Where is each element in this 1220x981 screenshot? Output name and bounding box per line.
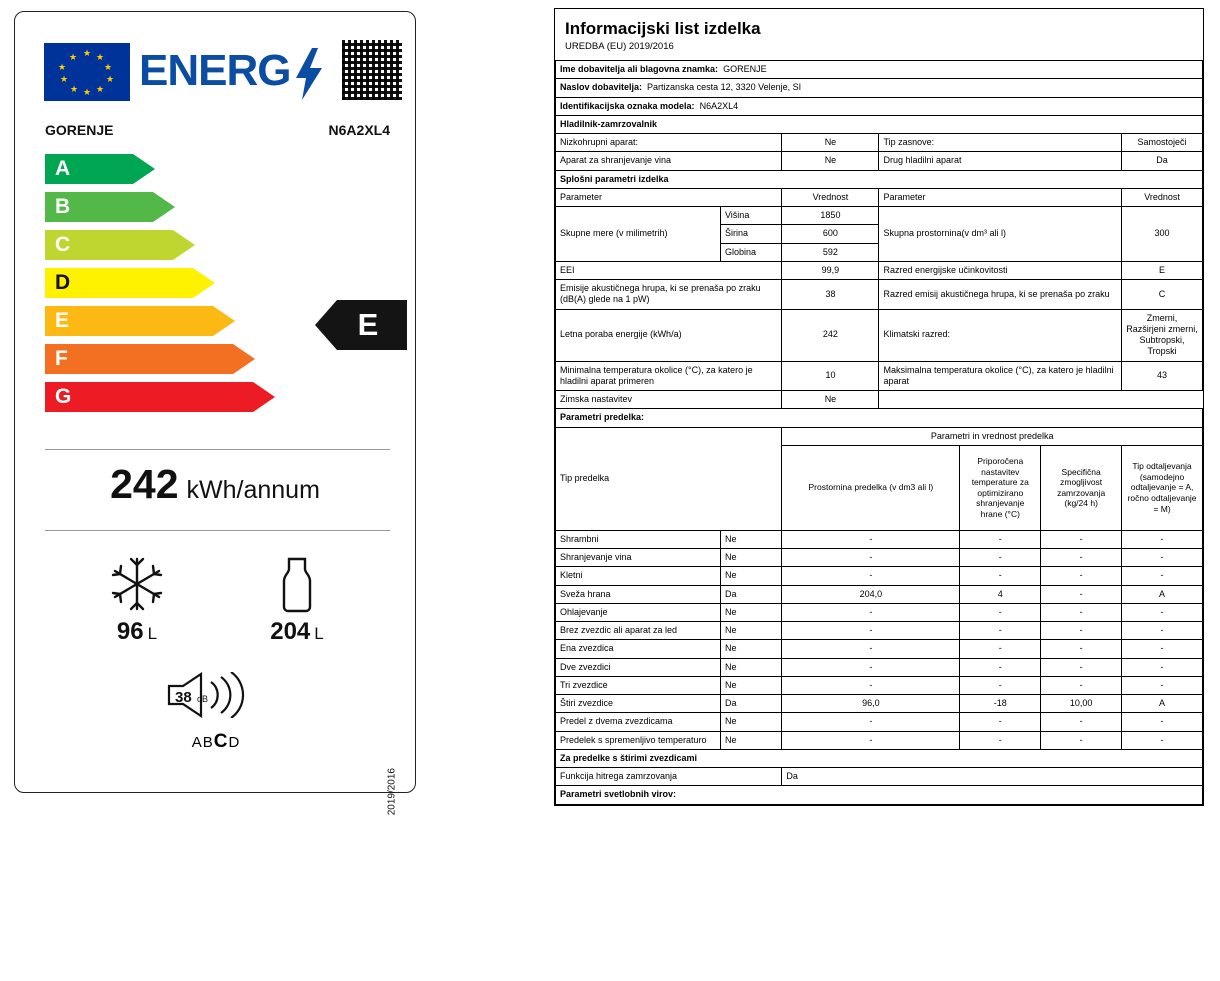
energy-class-scale bbox=[45, 154, 390, 420]
section-appliance: Hladilnik-zamrzovalnik bbox=[556, 115, 1203, 133]
fiche-table bbox=[555, 60, 1203, 805]
divider bbox=[45, 449, 390, 450]
supplier-cell bbox=[556, 61, 1203, 79]
table-row bbox=[556, 549, 1203, 567]
comp-name: Sveža hrana bbox=[556, 585, 721, 603]
comp-volume: - bbox=[782, 603, 960, 621]
comp-temp: - bbox=[960, 549, 1041, 567]
freezer-volume-unit: L bbox=[147, 624, 158, 643]
row-value: 10 bbox=[782, 361, 879, 391]
product-information-sheet bbox=[554, 8, 1204, 806]
comp-volume: - bbox=[782, 676, 960, 694]
comp-temp: - bbox=[960, 658, 1041, 676]
noise-class-row bbox=[15, 731, 417, 753]
row-label: Nizkohrupni aparat: bbox=[556, 134, 782, 152]
rating-pointer bbox=[315, 300, 407, 350]
comp-temp: - bbox=[960, 713, 1041, 731]
comp-volume: - bbox=[782, 530, 960, 548]
lightning-bolt-icon bbox=[296, 48, 322, 100]
dimension-value: 1850 bbox=[782, 207, 879, 225]
scale-letter: F bbox=[55, 347, 68, 370]
comp-type-header: Tip predelka bbox=[556, 427, 782, 530]
comp-defrost: - bbox=[1122, 713, 1203, 731]
comp-defrost: - bbox=[1122, 676, 1203, 694]
comp-present: Ne bbox=[720, 658, 781, 676]
section-fourstar: Za predelke s štirimi zvezdicami bbox=[556, 749, 1203, 767]
row-value: Da bbox=[1122, 152, 1203, 170]
speaker-icon bbox=[161, 672, 271, 718]
comp-volume: - bbox=[782, 731, 960, 749]
energ-wordmark: ENERG bbox=[139, 46, 291, 95]
row-value: 38 bbox=[782, 280, 879, 310]
table-row bbox=[556, 134, 1203, 152]
comp-capacity: 10,00 bbox=[1041, 695, 1122, 713]
model-value: N6A2XL4 bbox=[699, 100, 739, 111]
fridge-volume-value: 204 bbox=[270, 618, 311, 645]
comp-capacity: - bbox=[1041, 603, 1122, 621]
address-label: Naslov dobavitelja: bbox=[560, 82, 643, 93]
col-header: Parameter bbox=[879, 188, 1122, 206]
row-value: E bbox=[1122, 261, 1203, 279]
comp-capacity: - bbox=[1041, 585, 1122, 603]
row-label: Razred energijske učinkovitosti bbox=[879, 261, 1122, 279]
address-cell bbox=[556, 79, 1203, 97]
table-row bbox=[556, 79, 1203, 97]
noise-class-suffix: D bbox=[228, 734, 241, 751]
comp-present: Ne bbox=[720, 622, 781, 640]
comp-defrost: - bbox=[1122, 603, 1203, 621]
table-row bbox=[556, 749, 1203, 767]
table-row bbox=[556, 530, 1203, 548]
scale-letter: A bbox=[55, 157, 71, 180]
comp-present: Ne bbox=[720, 676, 781, 694]
comp-temp: - bbox=[960, 640, 1041, 658]
svg-text:dB: dB bbox=[197, 694, 209, 704]
comp-col-header: Specifična zmogljivost zamrzovanja (kg/24 h) bbox=[1041, 445, 1122, 530]
supplier-label: Ime dobavitelja ali blagovna znamka: bbox=[560, 64, 719, 74]
comp-present: Ne bbox=[720, 549, 781, 567]
row-value: C bbox=[1122, 280, 1203, 310]
freezer-volume-value: 96 bbox=[116, 618, 144, 645]
comp-present: Da bbox=[720, 695, 781, 713]
comp-present: Ne bbox=[720, 713, 781, 731]
comp-defrost: - bbox=[1122, 549, 1203, 567]
row-value: Ne bbox=[782, 152, 879, 170]
comp-volume: - bbox=[782, 567, 960, 585]
table-row bbox=[556, 188, 1203, 206]
table-row bbox=[556, 391, 1203, 409]
section-light: Parametri svetlobnih virov: bbox=[556, 786, 1203, 804]
address-value: Partizanska cesta 12, 3320 Velenje, SI bbox=[647, 82, 802, 93]
scale-row bbox=[45, 192, 390, 230]
comp-defrost: - bbox=[1122, 622, 1203, 640]
comp-name: Ohlajevanje bbox=[556, 603, 721, 621]
comp-temp: - bbox=[960, 603, 1041, 621]
model-cell bbox=[556, 97, 1203, 115]
comp-temp: - bbox=[960, 530, 1041, 548]
comp-name: Kletni bbox=[556, 567, 721, 585]
comp-capacity: - bbox=[1041, 622, 1122, 640]
row-label: Drug hladilni aparat bbox=[879, 152, 1122, 170]
table-row bbox=[556, 409, 1203, 427]
row-label: Tip zasnove: bbox=[879, 134, 1122, 152]
total-volume-label: Skupna prostornina(v dm³ ali l) bbox=[879, 207, 1122, 262]
comp-volume: 96,0 bbox=[782, 695, 960, 713]
dimension-name: Globina bbox=[720, 243, 781, 261]
row-value: 242 bbox=[782, 309, 879, 361]
brand-name: GORENJE bbox=[45, 122, 114, 138]
comp-volume: - bbox=[782, 713, 960, 731]
scale-letter: B bbox=[55, 195, 71, 218]
scale-row bbox=[45, 230, 390, 268]
row-value: Samostoječi bbox=[1122, 134, 1203, 152]
comp-defrost: - bbox=[1122, 567, 1203, 585]
comp-name: Brez zvezdic ali aparat za led bbox=[556, 622, 721, 640]
winter-label: Zimska nastavitev bbox=[556, 391, 782, 409]
table-row bbox=[556, 207, 1203, 225]
comp-name: Predel z dvema zvezdicama bbox=[556, 713, 721, 731]
comp-col-header: Prostornina predelka (v dm3 ali l) bbox=[782, 445, 960, 530]
comp-capacity: - bbox=[1041, 549, 1122, 567]
fridge-volume-unit: L bbox=[314, 624, 324, 643]
supplier-value: GORENJE bbox=[723, 64, 767, 74]
table-row bbox=[556, 427, 1203, 445]
comp-capacity: - bbox=[1041, 640, 1122, 658]
comp-temp: - bbox=[960, 731, 1041, 749]
annual-consumption bbox=[15, 461, 415, 508]
noise-class-prefix: AB bbox=[191, 734, 214, 751]
table-row bbox=[556, 676, 1203, 694]
comp-name: Shrambni bbox=[556, 530, 721, 548]
comp-name: Tri zvezdice bbox=[556, 676, 721, 694]
table-row bbox=[556, 61, 1203, 79]
table-row bbox=[556, 786, 1203, 804]
row-value: 99,9 bbox=[782, 261, 879, 279]
table-row bbox=[556, 309, 1203, 361]
table-row bbox=[556, 567, 1203, 585]
table-row bbox=[556, 280, 1203, 310]
comp-group-header: Parametri in vrednost predelka bbox=[782, 427, 1203, 445]
fiche-title: Informacijski list izdelka bbox=[565, 19, 761, 38]
comp-present: Ne bbox=[720, 731, 781, 749]
comp-temp: - bbox=[960, 676, 1041, 694]
comp-temp: 4 bbox=[960, 585, 1041, 603]
table-row bbox=[556, 261, 1203, 279]
comp-name: Ena zvezdica bbox=[556, 640, 721, 658]
table-row bbox=[556, 603, 1203, 621]
table-row bbox=[556, 361, 1203, 391]
comp-present: Ne bbox=[720, 640, 781, 658]
comp-temp: - bbox=[960, 622, 1041, 640]
col-header: Vrednost bbox=[1122, 188, 1203, 206]
dimension-value: 600 bbox=[782, 225, 879, 243]
comp-defrost: A bbox=[1122, 695, 1203, 713]
noise-block bbox=[15, 672, 417, 753]
row-label: Emisije akustičnega hrupa, ki se prenaša po zraku (dB(A) glede na 1 pW) bbox=[556, 280, 782, 310]
col-header: Parameter bbox=[556, 188, 782, 206]
col-header: Vrednost bbox=[782, 188, 879, 206]
noise-class-value: C bbox=[213, 731, 229, 752]
dimension-value: 592 bbox=[782, 243, 879, 261]
row-label: EEI bbox=[556, 261, 782, 279]
total-volume-value: 300 bbox=[1122, 207, 1203, 262]
dimensions-label: Skupne mere (v milimetrih) bbox=[556, 207, 721, 262]
table-row bbox=[556, 768, 1203, 786]
row-label: Maksimalna temperatura okolice (°C), za katero je hladilni aparat bbox=[879, 361, 1122, 391]
comp-temp: -18 bbox=[960, 695, 1041, 713]
dimension-name: Širina bbox=[720, 225, 781, 243]
row-label: Klimatski razred: bbox=[879, 309, 1122, 361]
table-row bbox=[556, 658, 1203, 676]
comp-present: Ne bbox=[720, 567, 781, 585]
comp-name: Shranjevanje vina bbox=[556, 549, 721, 567]
scale-letter: D bbox=[55, 271, 71, 294]
comp-volume: - bbox=[782, 622, 960, 640]
comp-capacity: - bbox=[1041, 676, 1122, 694]
comp-capacity: - bbox=[1041, 530, 1122, 548]
volume-icons bbox=[15, 555, 417, 665]
comp-volume: - bbox=[782, 658, 960, 676]
svg-text:38: 38 bbox=[175, 689, 192, 706]
row-value: Ne bbox=[782, 134, 879, 152]
comp-volume: 204,0 bbox=[782, 585, 960, 603]
comp-col-header: Priporočena nastavitev temperature za optimizirano shranjevanje hrane (°C) bbox=[960, 445, 1041, 530]
table-row bbox=[556, 170, 1203, 188]
qr-code-icon bbox=[342, 40, 402, 100]
fiche-subtitle: UREDBA (EU) 2019/2016 bbox=[565, 41, 674, 52]
divider bbox=[45, 530, 390, 531]
fridge-volume-block bbox=[247, 555, 347, 646]
comp-defrost: - bbox=[1122, 640, 1203, 658]
eu-flag-icon: ★ ★ ★ ★ ★ ★ ★ ★ ★ ★ bbox=[44, 43, 130, 101]
fastfreeze-label: Funkcija hitrega zamrzovanja bbox=[556, 768, 782, 786]
regulation-reference: 2019/2016 bbox=[386, 768, 397, 816]
scale-letter: C bbox=[55, 233, 71, 256]
table-row bbox=[556, 585, 1203, 603]
consumption-value: 242 bbox=[110, 461, 179, 507]
bottle-icon bbox=[277, 555, 317, 613]
scale-letter: G bbox=[55, 385, 72, 408]
comp-name: Dve zvezdici bbox=[556, 658, 721, 676]
comp-volume: - bbox=[782, 640, 960, 658]
row-label: Minimalna temperatura okolice (°C), za katero je hladilni aparat primeren bbox=[556, 361, 782, 391]
snowflake-icon bbox=[107, 555, 167, 613]
comp-present: Ne bbox=[720, 603, 781, 621]
dimension-name: Višina bbox=[720, 207, 781, 225]
table-row bbox=[556, 640, 1203, 658]
table-row bbox=[556, 731, 1203, 749]
row-label: Letna poraba energije (kWh/a) bbox=[556, 309, 782, 361]
table-row bbox=[556, 152, 1203, 170]
table-row bbox=[556, 713, 1203, 731]
comp-capacity: - bbox=[1041, 731, 1122, 749]
energy-label-card bbox=[14, 11, 416, 816]
table-row bbox=[556, 695, 1203, 713]
comp-temp: - bbox=[960, 567, 1041, 585]
rating-letter: E bbox=[337, 300, 407, 350]
comp-defrost: - bbox=[1122, 658, 1203, 676]
winter-value: Ne bbox=[782, 391, 879, 409]
scale-letter: E bbox=[55, 309, 70, 332]
table-row bbox=[556, 115, 1203, 133]
empty-cell bbox=[879, 391, 1203, 409]
comp-present: Da bbox=[720, 585, 781, 603]
scale-row bbox=[45, 382, 390, 420]
comp-present: Ne bbox=[720, 530, 781, 548]
table-row bbox=[556, 97, 1203, 115]
table-row bbox=[556, 622, 1203, 640]
freezer-volume-block bbox=[87, 555, 187, 646]
comp-capacity: - bbox=[1041, 658, 1122, 676]
model-label: Identifikacijska oznaka modela: bbox=[560, 100, 695, 111]
comp-defrost: - bbox=[1122, 530, 1203, 548]
scale-row bbox=[45, 154, 390, 192]
fastfreeze-value: Da bbox=[782, 768, 1203, 786]
row-label: Aparat za shranjevanje vina bbox=[556, 152, 782, 170]
section-general: Splošni parametri izdelka bbox=[556, 170, 1203, 188]
consumption-unit: kWh/annum bbox=[186, 476, 320, 504]
row-label: Razred emisij akustičnega hrupa, ki se prenaša po zraku bbox=[879, 280, 1122, 310]
comp-capacity: - bbox=[1041, 713, 1122, 731]
comp-defrost: A bbox=[1122, 585, 1203, 603]
comp-volume: - bbox=[782, 549, 960, 567]
comp-name: Predelek s spremenljivo temperaturo bbox=[556, 731, 721, 749]
comp-capacity: - bbox=[1041, 567, 1122, 585]
row-value: 43 bbox=[1122, 361, 1203, 391]
comp-col-header: Tip odtaljevanja (samodejno odtaljevanje = A, ročno odtaljevanje = M) bbox=[1122, 445, 1203, 530]
row-value: Zmerni, Razširjeni zmerni, Subtropski, Tropski bbox=[1122, 309, 1203, 361]
model-name: N6A2XL4 bbox=[328, 122, 390, 138]
comp-defrost: - bbox=[1122, 731, 1203, 749]
section-compartments: Parametri predelka: bbox=[556, 409, 1203, 427]
comp-name: Štiri zvezdice bbox=[556, 695, 721, 713]
